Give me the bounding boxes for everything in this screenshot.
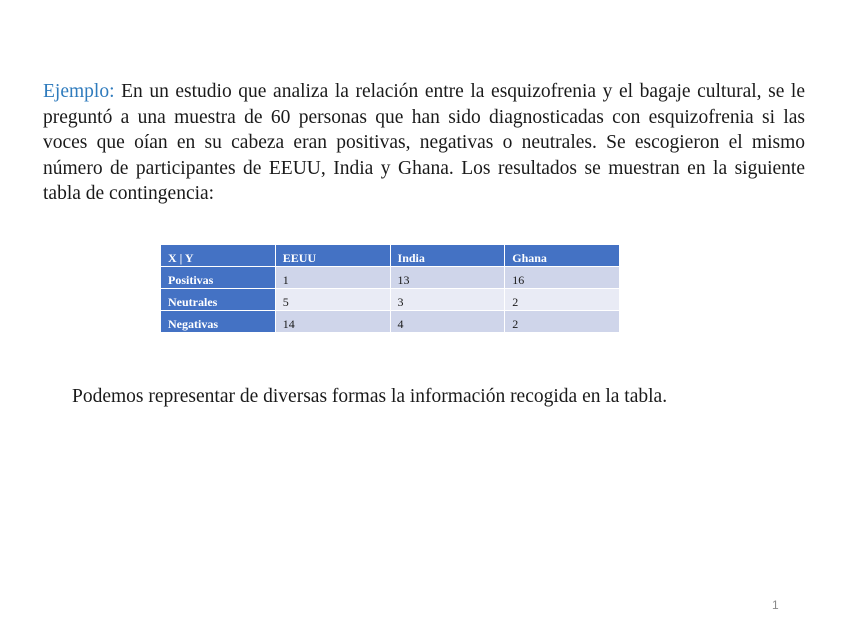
table-cell: 14 bbox=[275, 311, 390, 333]
table-cell: 3 bbox=[390, 289, 505, 311]
table-cell: 16 bbox=[505, 267, 620, 289]
table-cell: 5 bbox=[275, 289, 390, 311]
row-label-positivas: Positivas bbox=[161, 267, 276, 289]
table-header-row bbox=[161, 245, 620, 267]
table-cell: 2 bbox=[505, 311, 620, 333]
table-row bbox=[161, 311, 620, 333]
example-label: Ejemplo: bbox=[43, 81, 115, 102]
closing-paragraph: Podemos representar de diversas formas la información recogida en la tabla. bbox=[72, 386, 668, 407]
table-cell: 4 bbox=[390, 311, 505, 333]
page-number: 1 bbox=[772, 598, 779, 612]
contingency-table bbox=[160, 244, 620, 333]
table-cell: 1 bbox=[275, 267, 390, 289]
table-cell: 2 bbox=[505, 289, 620, 311]
intro-paragraph bbox=[43, 79, 805, 207]
row-label-neutrales: Neutrales bbox=[161, 289, 276, 311]
row-label-negativas: Negativas bbox=[161, 311, 276, 333]
table-header-ghana: Ghana bbox=[505, 245, 620, 267]
table-cell: 13 bbox=[390, 267, 505, 289]
table-header-india: India bbox=[390, 245, 505, 267]
table-row bbox=[161, 289, 620, 311]
table-header-eeuu: EEUU bbox=[275, 245, 390, 267]
table-row bbox=[161, 267, 620, 289]
intro-text: En un estudio que analiza la relación entre la esquizofrenia y el bagaje cultural, se le preguntó a una muestra de 60 personas que han sido diagnosticadas con esquizofrenia si las voces que oían en su cabeza eran positivas, negativas o neutrales. Se escogieron el mismo número de participantes de EEUU, India y Ghana. Los resultados se muestran en la siguiente tabla de contingencia: bbox=[43, 81, 805, 204]
table-header-corner: X | Y bbox=[161, 245, 276, 267]
